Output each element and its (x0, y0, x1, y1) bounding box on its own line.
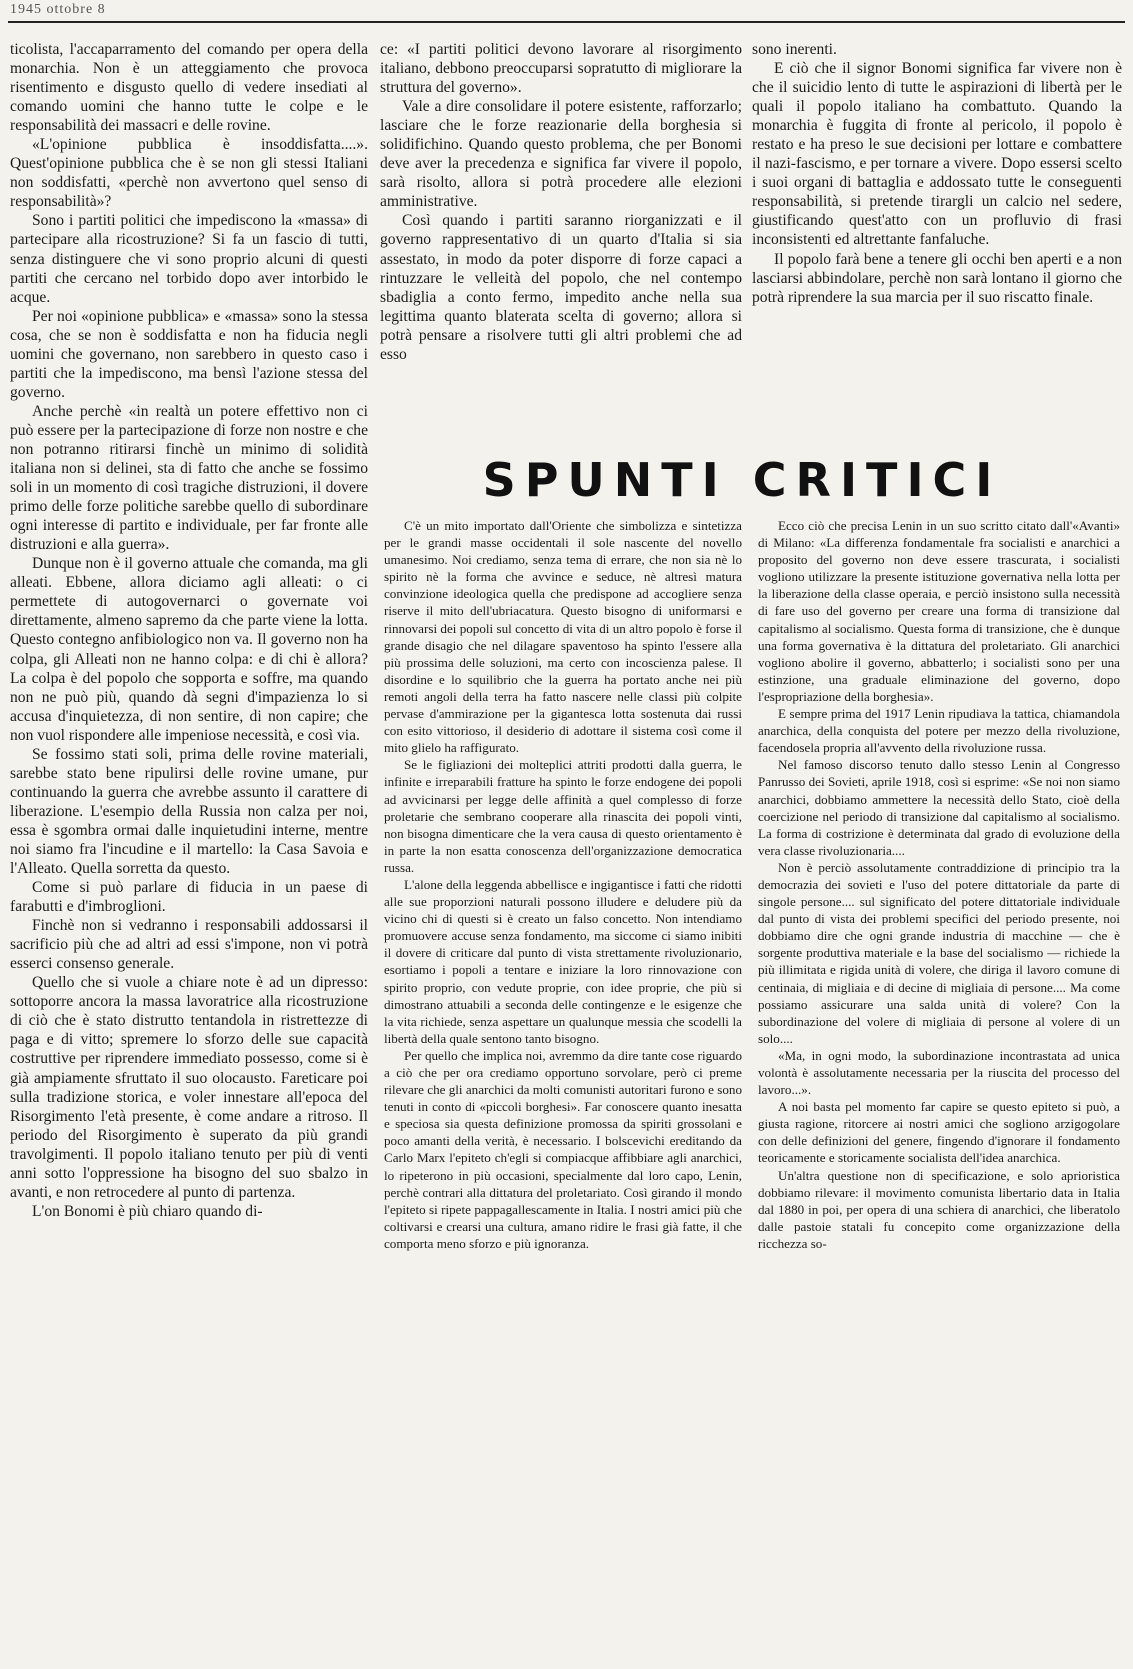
paragraph: Ecco ciò che precisa Lenin in un suo scritto citato dall'«Avanti» di Milano: «La differenza fondamentale fra socialisti e anarchici a proposito del governo non deve essere trascurata, i socialisti vogliono utilizzare la presente istituzione governativa nella lotta per la liberazione della classe operaia, e perciò insistono sulla necessità di fare uso del governo per creare una forma di transizione dal capitalismo al socialismo. Questa forma di transizione, che è dunque una forma governativa è la dittatura del proletariato. Gli anarchici vogliono abolire il governo, abbatterlo; i socialisti sono per una estinzione, una graduale eliminazione del governo, dopo l'espropriazione della borghesia». (758, 518, 1120, 704)
paragraph: L'on Bonomi è più chiaro quando di- (32, 1202, 263, 1220)
paragraph: Non è perciò assolutamente contraddizione di principio tra la democrazia dei sovieti e l'uso del potere dittatoriale da parte di singole persone.... sul significato del potere dittatoriale individuale dal punto di vista dei problemi specifici del periodo presente, noi dobbiamo dire che ogni grande industria di macchine — che è sorgente produttiva materiale e la base del socialismo — richiede la più illimitata e rigida unità di volere, che diriga il lavoro comune di centinaia, di migliaia e di decine di migliaia di persone.... Ma come possiamo assicurare una salda unità di volere? Con la subordinazione del volere di migliaia di persone al volere di un solo.... (758, 859, 1120, 1046)
paragraph: ticolista, l'accaparramento del comando per opera della monarchia. Non è un atteggiamento che provoca risentimento e disgusto quello di vedere insediati al comando uomini che hanno tutte le colpe e le responsabilità dei massacri e delle rovine. (10, 41, 368, 135)
article-column-3 (752, 40, 1122, 460)
paragraph: E sempre prima del 1917 Lenin ripudiava la tattica, chiamandola anarchica, della conquista del potere per mezzo della rivoluzione, facendosela propria all'avvento della rivoluzione russa. (758, 706, 1120, 756)
spunti-column-left (384, 517, 742, 1667)
paragraph: Sono i partiti politici che impediscono la «massa» di partecipare alla ricostruzione? Si fa un fascio di tutti, senza distinguere che vi sono proprio alcuni di questi partiti che cercano nel torbido dopo aver intorbido le acque. (10, 212, 368, 306)
section-headline: SPUNTI CRITICI (482, 453, 1002, 507)
article-column-2 (380, 40, 742, 455)
paragraph: Dunque non è il governo attuale che comanda, ma gli alleati. Ebbene, allora diciamo agli alleati: o ci permettete di autogovernarci o governate voi direttamente, almeno sapremo da che parte viene la lotta. Questo contegno anfibiologico non va. Il governo non ha colpa, gli Alleati non ne hanno colpa: e di chi è allora? La colpa è del popolo che sopporta e soffre, ma quando non ne può più, quando dà segni d'impazienza lo si accusa d'inquietezza, di non sentire, di non capire; che non vuol rispondere alle impeniose necessità, e così via. (10, 555, 368, 744)
paragraph: Il popolo farà bene a tenere gli occhi ben aperti e a non lasciarsi abbindolare, perchè non sarà lontano il giorno che potrà riprendere la sua marcia per il suo riscatto finale. (752, 250, 1122, 306)
header-rule (8, 21, 1125, 23)
spunti-column-right (758, 517, 1120, 1667)
paragraph: A noi basta pel momento far capire se questo epiteto si può, a giusta ragione, ritorcere ai nostri amici che sogliono arzigogolare con delle definizioni del genere, fingendo d'ignorare il fondamento teoricamente e storicamente socialista dell'idea anarchica. (758, 1099, 1120, 1166)
paragraph: ce: «I partiti politici devono lavorare al risorgimento italiano, debbono preoccuparsi sopratutto di migliorare la struttura del governo». (380, 41, 742, 97)
paragraph: Finchè non si vedranno i responsabili addossarsi il sacrificio più che ad altri ad essi s'impone, non vi potrà esserci consenso generale. (10, 917, 368, 973)
paragraph: Come si può parlare di fiducia in un paese di farabutti e d'imbroglioni. (10, 879, 368, 916)
paragraph: sono inerenti. (752, 41, 837, 58)
paragraph: C'è un mito importato dall'Oriente che simbolizza e sintetizza per le grandi masse occidentali il sole nascente del novello umanesimo. Noi crediamo, senza tema di errare, che non sia nè lo spirito nè la forma che avvince e seduce, nè altresì matura convinzione ideologica quella che predispone ad accogliere senza riserve il mito dell'ubriacatura. Questo bisogno di uniformarsi e rinnovarsi dei popoli sul concetto di vita di un altro popolo è forse il grande disagio che nel dilagare spaventoso ha spinto l'essere alla più prossima delle soluzioni, ma certo con incoscienza palese. Il disordine e lo squilibrio che la guerra ha portato anche nei più remoti angoli della terra ha fatto nascere nelle classi più colpite pervase d'ammirazione per la gigantesca lotta sostenuta dai russi con esito vittorioso, il desiderio di adottare il sistema così come il mito glielo ha raffigurato. (384, 518, 742, 756)
paragraph: L'alone della leggenda abbellisce e ingigantisce i fatti che ridotti alle sue proporzioni naturali possono illudere e deludere più da vicino chi di questi si è creato un falso concetto. Non intendiamo promuovere accuse senza fondamento, ma siccome ci siamo inibiti il dovere di criticare dal punto di vista strettamente rivoluzionario, esortiamo i popoli a tentare e iniziare la loro rinnovazione con spirito proprio, con vedute proprie, con idee proprie, che più si dimostrano attuabili a seconda delle contingenze e le esigenze che la vita richiede, senza aspettare un qualunque messia che scodelli la libertà della quale sentono tanto bisogno. (384, 876, 742, 1046)
paragraph: Un'altra questione non di specificazione, e solo aprioristica dobbiamo rilevare: il movimento comunista libertario data in Italia dal 1880 in poi, per opera di una schiera di anarchici, che liberatolo dalle pastoie statali fu concepito come organizzazione della ricchezza so- (758, 1167, 1120, 1251)
paragraph: Quello che si vuole a chiare note è ad un dipresso: sottoporre ancora la massa lavoratrice alla ricostruzione di ciò che è stato distrutto tentandola in ristrettezze di paga e di vitto; spremere lo sforzo delle sue capacità costruttive per riprendere immediato possesso, come si è già ampiamente sfruttato il suo olocausto. Fareticare poi sulla tradizione storica, e voler innestare all'epoca del Risorgimento l'età presente, è come andare a ritroso. Il periodo del Risorgimento è superato da più grandi travolgimenti. Il popolo italiano tenuto per più di venti anni sotto l'oppressione ha bisogno del suo sbalzo in avanti, e non retrocedere al punto di partenza. (10, 974, 368, 1201)
paragraph: Per quello che implica noi, avremmo da dire tante cose riguardo a ciò che per ora crediamo opportuno sorvolare, però ci preme rilevare che gli anarchici da molti comunisti autoritari furono e sono tenuti in conto di «piccoli borghesi». Far conoscere quanto inesatta e speciosa sia questa definizione promossa da spiriti grossolani e poco amanti della verità, è necessario. I bolscevichi ereditando da Carlo Marx l'epiteto ch'egli si compiacque affibbiare agli anarchici, lo ripeterono in più occasioni, specialmente dal loro capo, Lenin, perchè contrari alla dittatura del proletariato. Così girando il mondo l'epiteto si ripete pappagallescamente in Italia. I nostri amici più che coltivarsi e crearsi una cultura, amano ridire le frasi già fatte, il che comporta meno sforzo e più ignoranza. (384, 1047, 742, 1251)
page-header (0, 0, 1133, 26)
paragraph: Se fossimo stati soli, prima delle rovine materiali, sarebbe stato bene ripulirsi delle rovine umane, pur continuando la guerra che avrebbe assunto il carattere di liberazione. L'esempio della Russia non calza per noi, essa è sgombra ormai dalle inquietudini interne, mentre noi siamo fra l'incudine e il martello: la Casa Savoia e l'Alleato. Quella sorretta da questo. (10, 745, 368, 878)
paragraph: Così quando i partiti saranno riorganizzati e il governo rappresentativo di un quarto d'Italia si sia assestato, in modo da poter disporre di forze capaci a rintuzzare le velleità del popolo, che nel contempo sbadiglia a conto fermo, impedito anche nella sua legittima quanto blaterata scelta di governo; allora si potrà pensare a risolvere tutti gli altri problemi che ad esso (380, 212, 742, 363)
paragraph: «L'opinione pubblica è insoddisfatta....». Quest'opinione pubblica che è se non gli stessi Italiani non soddisfatti, «perchè non avvertono quel senso di responsabilità»? (10, 136, 368, 211)
paragraph: Vale a dire consolidare il potere esistente, rafforzarlo; lasciare che le forze reazionarie della borghesia si solidifichino. Quando questo problema, che per Bonomi deve aver la precedenza e significa far vivere il popolo, sarà risolto, allora si potrà procedere alle elezioni amministrative. (380, 98, 742, 211)
paragraph: Anche perchè «in realtà un potere effettivo non ci può essere per la partecipazione di forze non nostre e che non potranno ritirarsi finchè un minimo di solidità italiana non si delinei, sta di fatto che anche se fossimo soli in un momento di così tragiche distruzioni, il dovere primo delle forze politiche sarebbe quello di subordinare ogni interesse di partito e individuale, per far fronte alle distruzioni e alla guerra». (10, 402, 368, 554)
article-column-1 (10, 40, 368, 1668)
paragraph: Per noi «opinione pubblica» e «massa» sono la stessa cosa, che se non è soddisfatta e non ha fiducia negli uomini che governano, non sarebbero in questo caso i partiti che la impediscono, ma bensì l'azione stessa del governo. (10, 307, 368, 401)
paragraph: E ciò che il signor Bonomi significa far vivere non è che il suicidio lento di tutte le aspirazioni di libertà per le quali il popolo italiano ha combattuto. Quando la monarchia è fuggita di fronte al pericolo, il popolo è restato e ha preso le sue decisioni per lottare e combattere il nazi-fascismo, e per tornare a vivere. Dopo essersi scelto i suoi organi di battaglia e addossato tutte le conseguenti responsabilità, si pretende tirargli un calcio nel sedere, giustificando quest'atto con un profluvio di frasi inconsistenti ed altrettante fanfaluche. (752, 60, 1122, 249)
paragraph: Nel famoso discorso tenuto dallo stesso Lenin al Congresso Panrusso dei Sovieti, aprile 1918, così si esprime: «Se noi non siamo anarchici, dobbiamo ammettere la necessità dello Stato, cioè della coercizione nel periodo di transizione dal capitalismo al socialismo. La forma di costrizione è determinata dal grado di evoluzione della vera classe rivoluzionaria.... (758, 757, 1120, 858)
paragraph: «Ma, in ogni modo, la subordinazione incontrastata ad unica volontà è assolutamente necessaria per la riuscita del processo del lavoro...». (758, 1047, 1120, 1098)
header-date: 1945 ottobre 8 (10, 2, 106, 17)
paragraph: Se le figliazioni dei molteplici attriti prodotti dalla guerra, le infinite e irreparabili fratture ha spinto le forze endogene dei popoli ad avvicinarsi per legge delle affinità a quel complesso di forze proletarie che sembrano cooperare alla rinascita dei popoli vinti, non bisogna dimenticare che la vera causa di questo orientamento è in parte la non esatta conoscenza dell'organizzazione democratica russa. (384, 757, 742, 875)
